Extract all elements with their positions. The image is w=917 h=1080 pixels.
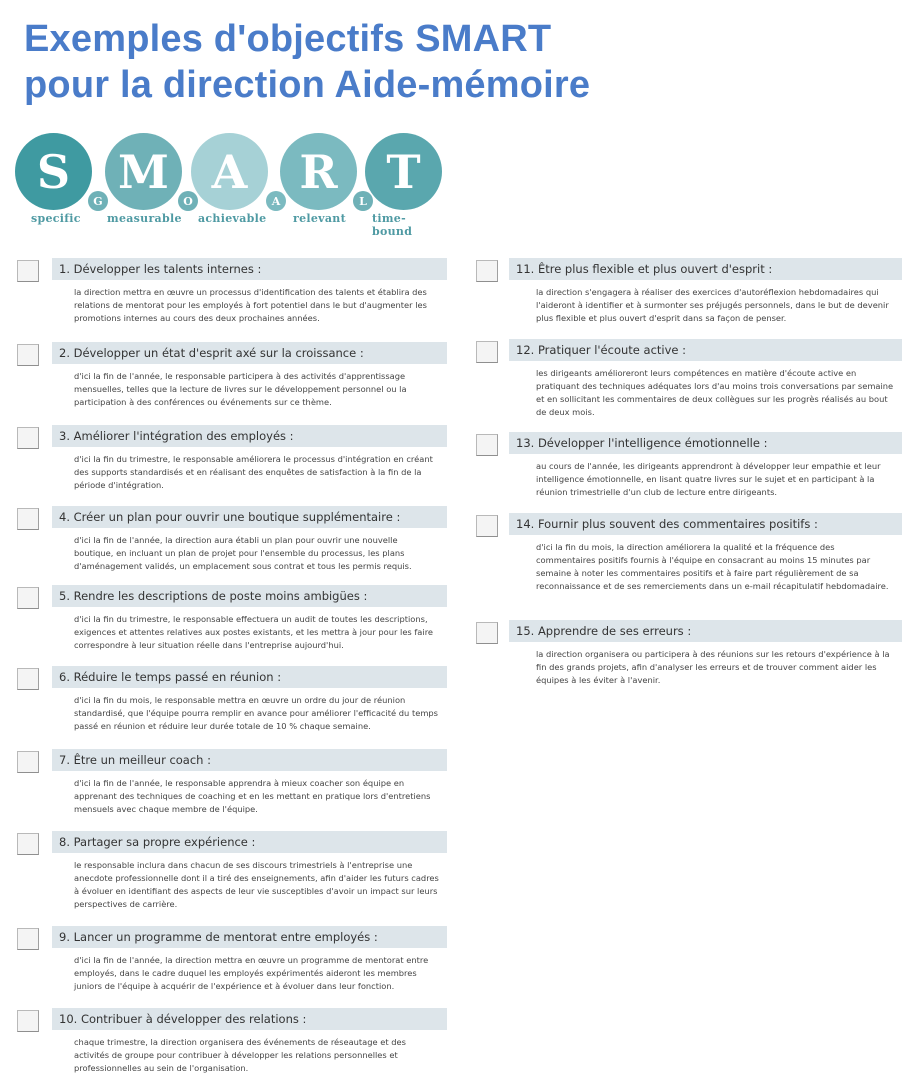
goal-heading: 7. Être un meilleur coach :: [52, 749, 447, 771]
goal-checkbox[interactable]: [17, 751, 39, 773]
goal-item: [17, 258, 447, 325]
goal-item: [17, 926, 447, 993]
goal-description: le responsable inclura dans chacun de ses discours trimestriels à l'entreprise une anecdote professionnelle dont il a tiré des enseignements, afin d'aider les futurs cadres à évoluer en identifiant des aspects de leur vie susceptibles d'avoir un impact sur leurs perspectives de carrière.: [74, 860, 439, 909]
goal-heading: 13. Développer l'intelligence émotionnelle :: [509, 432, 902, 454]
goal-description: d'ici la fin du mois, le responsable mettra en œuvre un ordre du jour de réunion standardisé, que l'équipe pourra remplir en avance pour améliorer l'efficacité du temps passé en réunion et réduire leur durée totale de 10 % chaque semaine.: [74, 695, 438, 731]
goal-item: [17, 666, 447, 733]
goal-checkbox[interactable]: [476, 515, 498, 537]
smart-word-relevant: relevant: [293, 212, 346, 225]
goal-heading: 12. Pratiquer l'écoute active :: [509, 339, 902, 361]
goal-description: d'ici la fin de l'année, le responsable participera à des activités d'apprentissage mensuelles, telles que la lecture de livres sur le développement personnel ou la participation à des conférences ou événements sur ce thème.: [74, 371, 407, 407]
goal-heading: 14. Fournir plus souvent des commentaires positifs :: [509, 513, 902, 535]
goal-description: au cours de l'année, les dirigeants apprendront à développer leur empathie et leur intelligence émotionnelle, en lisant quatre livres sur le sujet et en participant à la réunion trimestrielle d'un club de lecture entre dirigeants.: [536, 461, 881, 497]
goal-item: [17, 342, 447, 409]
title-line-1: Exemples d'objectifs SMART: [24, 18, 552, 60]
goal-description: d'ici la fin du trimestre, le responsable effectuera un audit de toutes les descriptions, exigences et attentes relatives aux postes existants, et les mettra à jour pour les faire correspondre à leur situation réelle dans l'entreprise aujourd'hui.: [74, 614, 434, 650]
goal-heading: 11. Être plus flexible et plus ouvert d'esprit :: [509, 258, 902, 280]
title-line-2: pour la direction Aide-mémoire: [24, 64, 591, 106]
goal-item: [17, 1008, 447, 1075]
goal-item: [17, 506, 447, 573]
goal-heading: 2. Développer un état d'esprit axé sur la croissance :: [52, 342, 447, 364]
goal-heading: 15. Apprendre de ses erreurs :: [509, 620, 902, 642]
goal-heading: 1. Développer les talents internes :: [52, 258, 447, 280]
goal-description: d'ici la fin du mois, la direction améliorera la qualité et la fréquence des commentaires positifs fournis à l'équipe en consacrant au moins 15 minutes par semaine à noter les commentaires positifs et à faire part régulièrement de sa reconnaissance et de ses remerciements dans un e-mail récapitulatif hebdomadaire.: [536, 542, 889, 591]
goal-checkbox[interactable]: [17, 668, 39, 690]
goal-description: d'ici la fin du trimestre, le responsable améliorera le processus d'intégration en créant des supports standardisés et en réalisant des enquêtes de satisfaction à la fin de la période d'intégration.: [74, 454, 433, 490]
smart-graphic: [15, 133, 445, 238]
goal-circle-l: L: [353, 191, 373, 211]
goal-checkbox[interactable]: [476, 434, 498, 456]
smart-circle-s: S: [15, 133, 92, 210]
goal-item: [476, 339, 902, 419]
goal-checkbox[interactable]: [17, 260, 39, 282]
smart-word-measurable: measurable: [107, 212, 182, 225]
goal-description: d'ici la fin de l'année, la direction aura établi un plan pour ouvrir une nouvelle boutique, en incluant un plan de projet pour l'ensemble du processus, les plans d'aménagement validés, un emplacement sous contrat et tous les permis requis.: [74, 535, 412, 571]
smart-circle-t: T: [365, 133, 442, 210]
goal-circle-a: A: [266, 191, 286, 211]
goal-item: [17, 749, 447, 816]
smart-circle-a: A: [191, 133, 268, 210]
goal-description: la direction mettra en œuvre un processus d'identification des talents et établira des relations de mentorat pour les employés à fort potentiel dans le but d'augmenter les promotions internes au cours des deux prochaines années.: [74, 287, 427, 323]
goal-checkbox[interactable]: [17, 928, 39, 950]
goal-item: [17, 425, 447, 492]
goal-checkbox[interactable]: [17, 833, 39, 855]
goal-description: la direction organisera ou participera à des réunions sur les retours d'expérience à la fin des grands projets, afin d'analyser les erreurs et de trouver comment aider les équipes à les éviter à l'avenir.: [536, 649, 890, 685]
goal-checkbox[interactable]: [17, 508, 39, 530]
goal-item: [476, 513, 902, 593]
smart-word-achievable: achievable: [198, 212, 267, 225]
goal-description: chaque trimestre, la direction organisera des événements de réseautage et des activités de groupe pour contribuer à développer les relations personnelles et professionnelles au sein de l'organisation.: [74, 1037, 406, 1073]
goal-circle-o: O: [178, 191, 198, 211]
goal-heading: 4. Créer un plan pour ouvrir une boutique supplémentaire :: [52, 506, 447, 528]
goal-checkbox[interactable]: [476, 341, 498, 363]
goal-checkbox[interactable]: [17, 587, 39, 609]
goal-item: [476, 620, 902, 687]
goal-checkbox[interactable]: [476, 260, 498, 282]
smart-word-specific: specific: [31, 212, 81, 225]
goal-checkbox[interactable]: [17, 427, 39, 449]
goal-item: [17, 585, 447, 652]
goal-heading: 9. Lancer un programme de mentorat entre employés :: [52, 926, 447, 948]
goal-description: les dirigeants amélioreront leurs compétences en matière d'écoute active en pratiquant des techniques adéquates lors d'au moins trois conversations par semaine et en sollicitant les commentaires de deux collègues sur les progrès réalisés au bout de deux mois.: [536, 368, 894, 417]
goal-description: la direction s'engagera à réaliser des exercices d'autoréflexion hebdomadaires qui l'aideront à identifier et à surmonter ses préjugés personnels, dans le but de devenir plus flexible et plus ouvert d'esprit dans sa façon de penser.: [536, 287, 889, 323]
goal-heading: 3. Améliorer l'intégration des employés :: [52, 425, 447, 447]
smart-circle-r: R: [280, 133, 357, 210]
goal-item: [476, 432, 902, 499]
goal-description: d'ici la fin de l'année, la direction mettra en œuvre un programme de mentorat entre employés, dans le cadre duquel les employés expérimentés aideront les membres juniors de l'équipe à acquérir de l'expérience et à évoluer dans leur fonction.: [74, 955, 429, 991]
page-title: [24, 16, 590, 108]
smart-circle-m: M: [105, 133, 182, 210]
goal-checkbox[interactable]: [17, 344, 39, 366]
goal-description: d'ici la fin de l'année, le responsable apprendra à mieux coacher son équipe en apprenant des techniques de coaching et en les mettant en pratique lors d'entretiens mensuels avec chaque membre de l'équipe.: [74, 778, 431, 814]
goal-item: [17, 831, 447, 911]
goal-circle-g: G: [88, 191, 108, 211]
goal-item: [476, 258, 902, 325]
goal-heading: 10. Contribuer à développer des relations :: [52, 1008, 447, 1030]
goal-checkbox[interactable]: [476, 622, 498, 644]
goal-heading: 5. Rendre les descriptions de poste moins ambigües :: [52, 585, 447, 607]
goal-heading: 8. Partager sa propre expérience :: [52, 831, 447, 853]
goal-checkbox[interactable]: [17, 1010, 39, 1032]
goal-heading: 6. Réduire le temps passé en réunion :: [52, 666, 447, 688]
smart-word-time-bound: time-bound: [372, 212, 413, 238]
